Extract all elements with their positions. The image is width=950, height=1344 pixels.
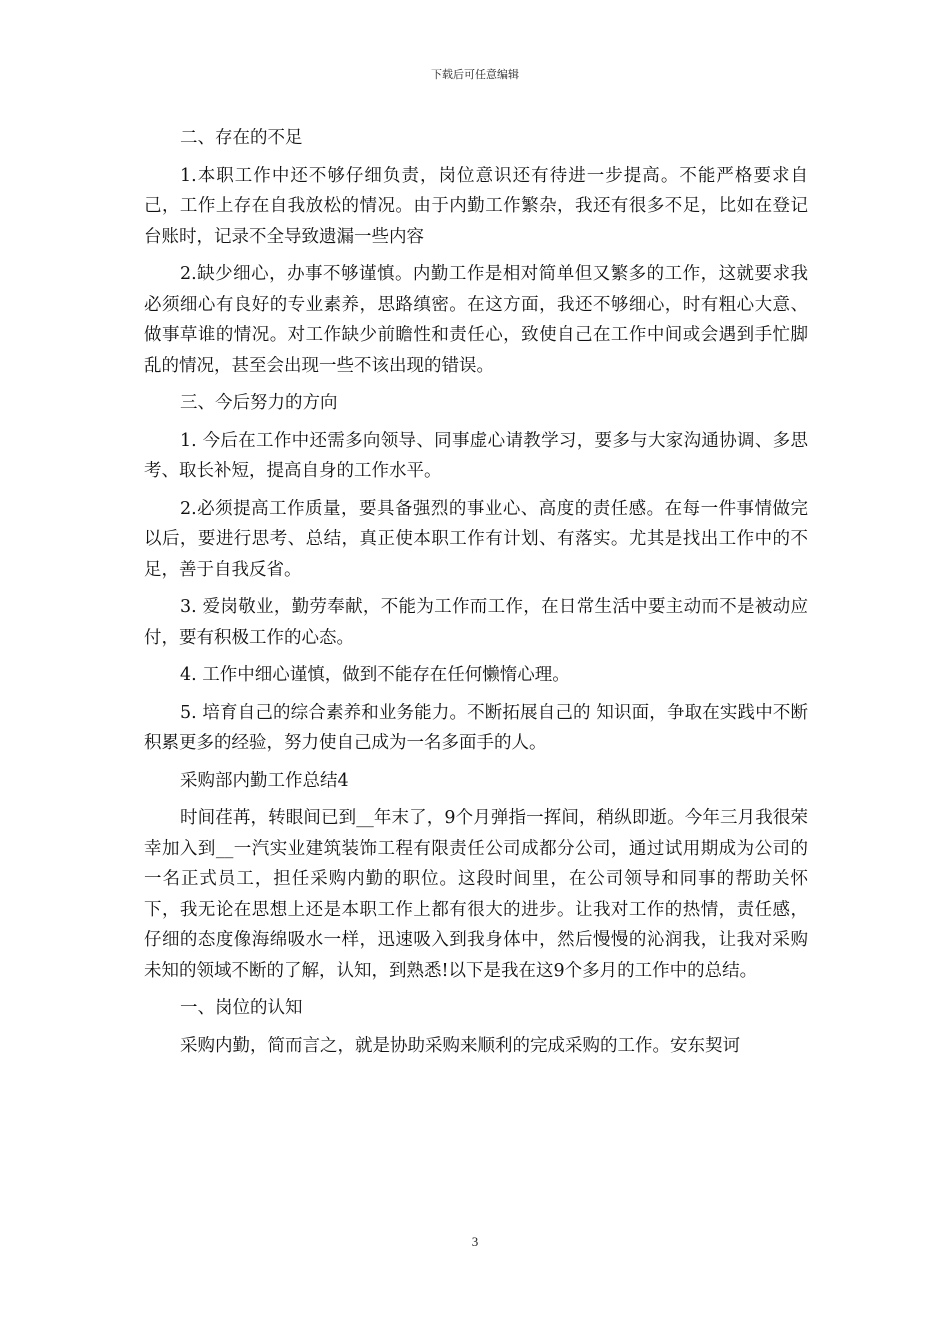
paragraph: 2.必须提高工作质量，要具备强烈的事业心、高度的责任感。在每一件事情做完以后，要进行思考、总结，真正使本职工作有计划、有落实。尤其是找出工作中的不足，善于自我反省。 xyxy=(144,498,808,580)
page-header: 下载后可任意编辑 xyxy=(431,68,519,81)
paragraph: 5. 培育自己的综合素养和业务能力。不断拓展自己的 知识面，争取在实践中不断积累更多的经验，努力使自己成为一名多面手的人。 xyxy=(144,702,808,753)
paragraph: 4. 工作中细心谨慎，做到不能存在任何懒惰心理。 xyxy=(180,665,570,685)
paragraph: 3. 爱岗敬业，勤劳奉献，不能为工作而工作，在日常生活中要主动而不是被动应付，要有积极工作的心态。 xyxy=(144,597,808,648)
page-number: 3 xyxy=(471,1234,479,1249)
paragraph: 时间荏苒，转眼间已到__年末了，9个月弹指一挥间，稍纵即逝。今年三月我很荣幸加入到__一汽实业建筑装饰工程有限责任公司成都分公司，通过试用期成为公司的一名正式员工，担任采购内勤的职位。这段时间里，在公司领导和同事的帮助关怀下，我无论在思想上还是本职工作上都有很大的进步。让我对工作的热情，责任感，仔细的态度像海绵吸水一样，迅速吸入到我身体中，然后慢慢的沁润我，让我对采购未知的领域不断的了解，认知，到熟悉!以下是我在这9个多月的工作中的总结。 xyxy=(144,808,808,981)
paragraph: 一、岗位的认知 xyxy=(180,998,303,1018)
paragraph: 2.缺少细心，办事不够谨慎。内勤工作是相对简单但又繁多的工作，这就要求我必须细心有良好的专业素养，思路缜密。在这方面，我还不够细心，时有粗心大意、做事草谁的情况。对工作缺少前瞻性和责任心，致使自己在工作中间或会遇到手忙脚乱的情况，甚至会出现一些不该出现的错误。 xyxy=(144,264,808,376)
paragraph: 三、今后努力的方向 xyxy=(180,393,338,413)
paragraph: 二、存在的不足 xyxy=(180,128,303,148)
paragraph: 1. 今后在工作中还需多向领导、同事虚心请教学习，要多与大家沟通协调、多思考、取长补短，提高自身的工作水平。 xyxy=(144,430,808,481)
paragraph: 采购内勤，简而言之，就是协助采购来顺利的完成采购的工作。安东契诃 xyxy=(180,1035,740,1056)
paragraph: 1.本职工作中还不够仔细负责，岗位意识还有待进一步提高。不能严格要求自己，工作上存在自我放松的情况。由于内勤工作繁杂，我还有很多不足，比如在登记台账时，记录不全导致遗漏一些内容 xyxy=(144,165,808,247)
document-body xyxy=(144,123,808,1068)
section-title: 采购部内勤工作总结4 xyxy=(180,770,349,791)
